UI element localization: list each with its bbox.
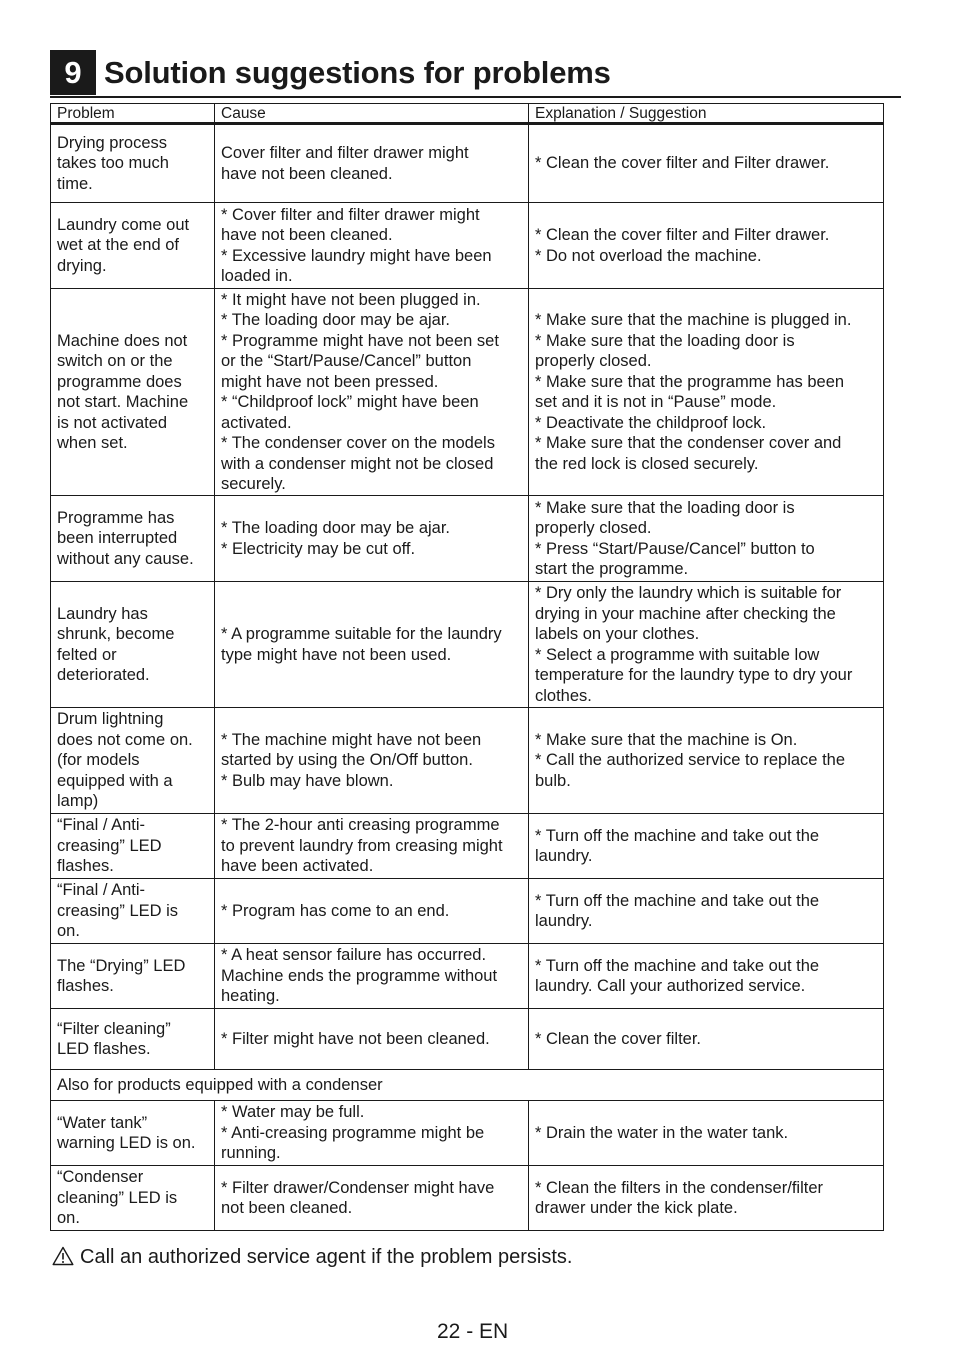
problem-cell: The “Drying” LED flashes.: [51, 944, 215, 1009]
table-row: [51, 944, 884, 1009]
suggestion-cell: * Clean the cover filter and Filter drawer. * Do not overload the machine.: [529, 203, 884, 289]
suggestion-cell: * Make sure that the machine is On. * Call the authorized service to replace the bulb.: [529, 708, 884, 814]
column-header-cause: Cause: [215, 104, 529, 124]
column-header-suggestion: Explanation / Suggestion: [529, 104, 884, 124]
suggestion-cell: * Clean the cover filter.: [529, 1009, 884, 1070]
cause-cell: * A programme suitable for the laundry type might have not been used.: [215, 582, 529, 708]
section-number: 9: [50, 50, 96, 95]
page-number: 22 - EN: [437, 1320, 509, 1343]
cause-cell: * Cover filter and filter drawer might have not been cleaned. * Excessive laundry might have been loaded in.: [215, 203, 529, 289]
table-row: [51, 708, 884, 814]
condenser-note-row: [51, 1070, 884, 1101]
column-header-problem: Problem: [51, 104, 215, 124]
suggestion-cell: * Clean the cover filter and Filter drawer.: [529, 124, 884, 203]
suggestion-cell: * Dry only the laundry which is suitable for drying in your machine after checking the labels on your clothes. * Select a programme with suitable low temperature for the laundry type to dry your clothes.: [529, 582, 884, 708]
problem-cell: Drum lightning does not come on. (for models equipped with a lamp): [51, 708, 215, 814]
suggestion-cell: * Turn off the machine and take out the laundry. Call your authorized service.: [529, 944, 884, 1009]
cause-cell: * A heat sensor failure has occurred. Machine ends the programme without heating.: [215, 944, 529, 1009]
table-row: [51, 1101, 884, 1166]
table-row: [51, 203, 884, 289]
table-row: [51, 124, 884, 203]
section-title: Solution suggestions for problems: [104, 55, 611, 90]
cause-cell: * The loading door may be ajar. * Electricity may be cut off.: [215, 496, 529, 582]
table-row: [51, 879, 884, 944]
section-heading: [50, 50, 901, 98]
warning-triangle-icon: [52, 1246, 74, 1266]
suggestion-cell: * Make sure that the machine is plugged in. * Make sure that the loading door is properly closed. * Make sure that the programme has been set and it is not in “Pause” mode. * Deactivate the childproof lock. * Make sure that the condenser cover and the red lock is closed securely.: [529, 289, 884, 496]
cause-cell: * Water may be full. * Anti-creasing programme might be running.: [215, 1101, 529, 1166]
troubleshooting-table: [50, 103, 884, 1231]
table-row: [51, 496, 884, 582]
table-row: [51, 289, 884, 496]
problem-cell: “Condenser cleaning” LED is on.: [51, 1166, 215, 1231]
suggestion-cell: * Clean the filters in the condenser/filter drawer under the kick plate.: [529, 1166, 884, 1231]
cause-cell: * The 2-hour anti creasing programme to prevent laundry from creasing might have been activated.: [215, 814, 529, 879]
problem-cell: Laundry has shrunk, become felted or deteriorated.: [51, 582, 215, 708]
table-row: [51, 582, 884, 708]
problem-cell: “Water tank” warning LED is on.: [51, 1101, 215, 1166]
table-row: [51, 1166, 884, 1231]
problem-cell: Laundry come out wet at the end of drying.: [51, 203, 215, 289]
suggestion-cell: * Make sure that the loading door is properly closed. * Press “Start/Pause/Cancel” button to start the programme.: [529, 496, 884, 582]
table-row: [51, 814, 884, 879]
warning-note: [52, 1244, 572, 1270]
table-header-row: [51, 104, 884, 124]
cause-cell: * Filter drawer/Condenser might have not been cleaned.: [215, 1166, 529, 1231]
problem-cell: “Final / Anti- creasing” LED is on.: [51, 879, 215, 944]
cause-cell: * It might have not been plugged in. * The loading door may be ajar. * Programme might have not been set or the “Start/Pause/Cancel” button might have not been pressed. * “Childproof lock” might have been activated. * The condenser cover on the models with a condenser might not be closed securely.: [215, 289, 529, 496]
suggestion-cell: * Turn off the machine and take out the laundry.: [529, 879, 884, 944]
problem-cell: Machine does not switch on or the programme does not start. Machine is not activated when set.: [51, 289, 215, 496]
cause-cell: * Filter might have not been cleaned.: [215, 1009, 529, 1070]
warning-text: Call an authorized service agent if the problem persists.: [80, 1246, 573, 1268]
problem-cell: “Filter cleaning” LED flashes.: [51, 1009, 215, 1070]
problem-cell: Drying process takes too much time.: [51, 124, 215, 203]
table-row: [51, 1009, 884, 1070]
cause-cell: Cover filter and filter drawer might have not been cleaned.: [215, 124, 529, 203]
problem-cell: Programme has been interrupted without any cause.: [51, 496, 215, 582]
condenser-note: Also for products equipped with a condenser: [51, 1070, 884, 1101]
suggestion-cell: * Turn off the machine and take out the laundry.: [529, 814, 884, 879]
cause-cell: * Program has come to an end.: [215, 879, 529, 944]
suggestion-cell: * Drain the water in the water tank.: [529, 1101, 884, 1166]
problem-cell: “Final / Anti- creasing” LED flashes.: [51, 814, 215, 879]
cause-cell: * The machine might have not been started by using the On/Off button. * Bulb may have blown.: [215, 708, 529, 814]
